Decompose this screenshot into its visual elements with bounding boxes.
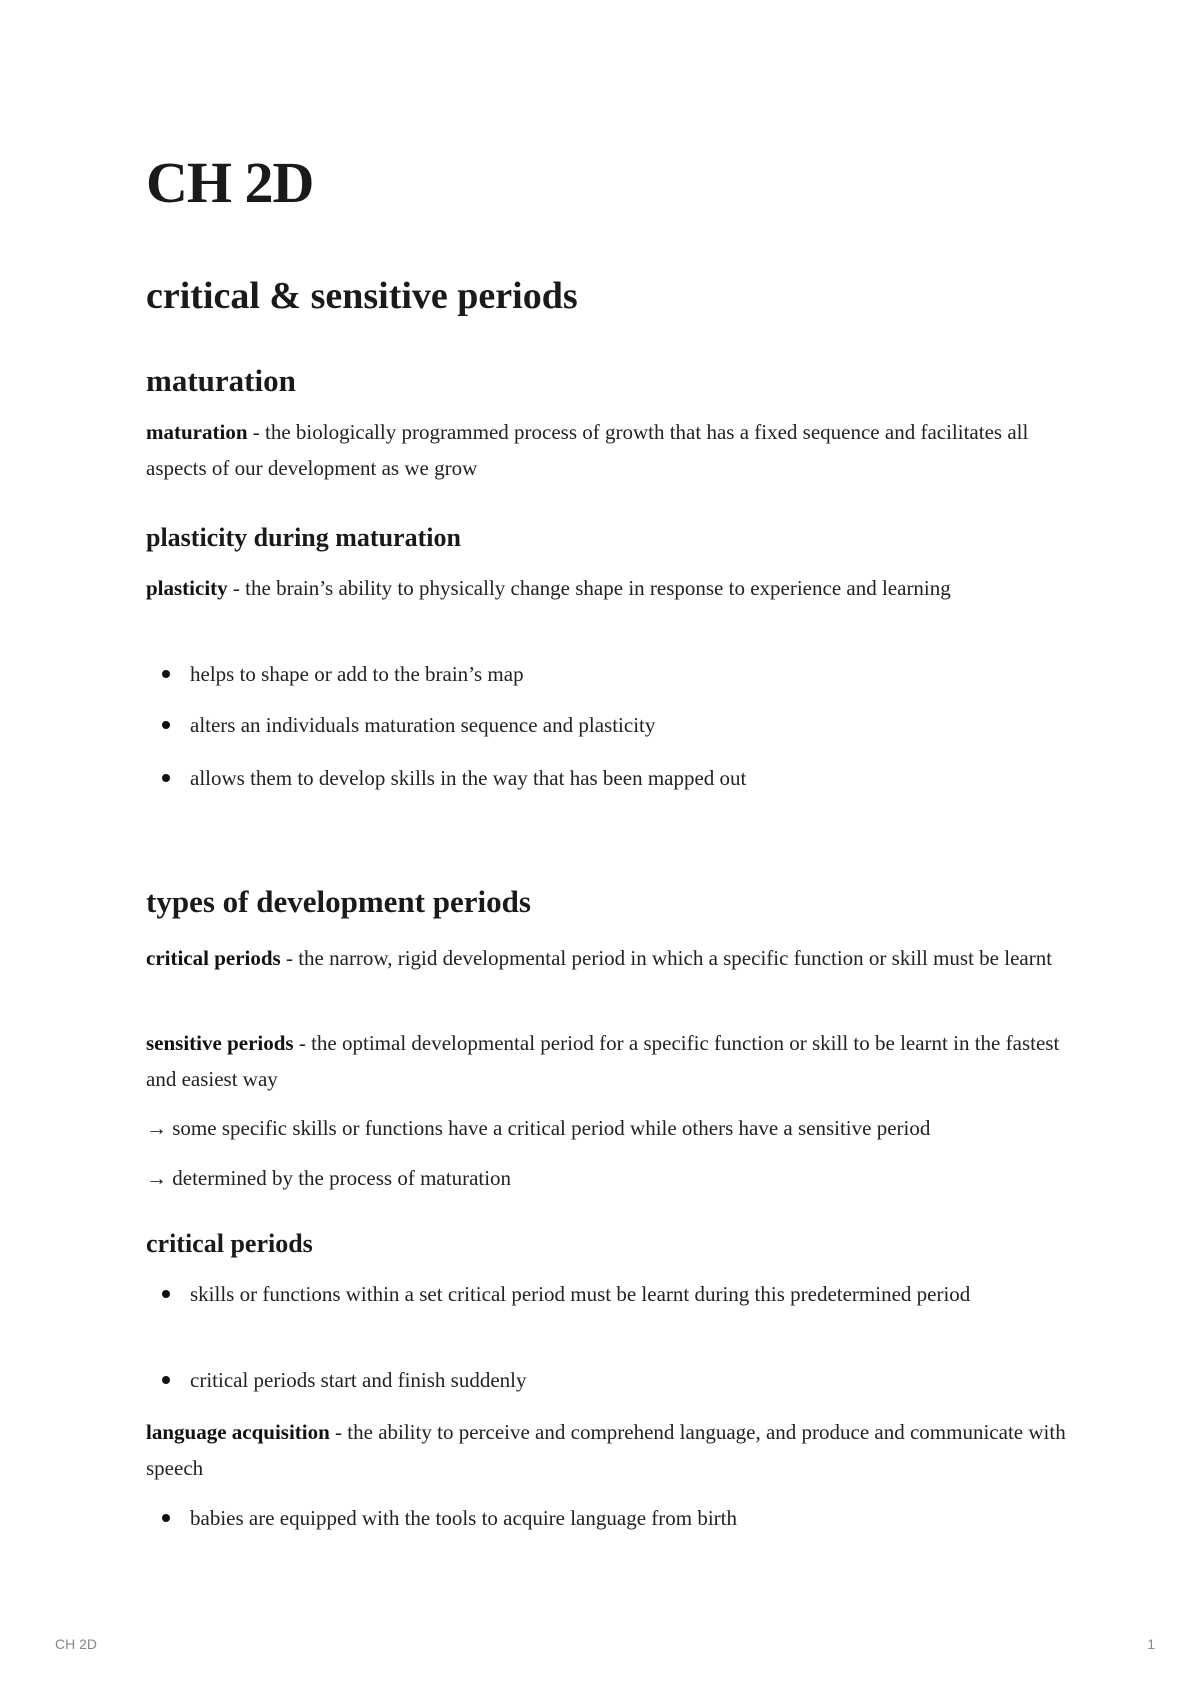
bullet-icon [162, 1514, 170, 1522]
bullet-icon [162, 670, 170, 678]
arrow-note: → determined by the process of maturation [146, 1166, 512, 1190]
list-item [146, 707, 1066, 743]
bullet-icon [162, 1376, 170, 1384]
arrow-note: → some specific skills or functions have a critical period while others have a sensitive period [146, 1116, 931, 1140]
critical-def-text: - the narrow, rigid developmental period in which a specific function or skill must be learnt [280, 946, 1053, 970]
critical-definition [146, 940, 1066, 976]
language-definition [146, 1414, 1066, 1486]
list-item [146, 760, 1066, 796]
plasticity-def-text: - the brain’s ability to physically change shape in response to experience and learning [227, 576, 951, 600]
list-item [146, 1500, 1066, 1536]
maturation-term: maturation [146, 420, 248, 444]
list-item-text: babies are equipped with the tools to acquire language from birth [190, 1506, 737, 1530]
page-title: CH 2D [146, 150, 314, 215]
section-heading: critical & sensitive periods [146, 275, 578, 317]
list-item [146, 656, 1066, 692]
list-item [146, 1276, 1066, 1312]
language-term: language acquisition [146, 1420, 330, 1444]
list-item-text: helps to shape or add to the brain’s map [190, 662, 524, 686]
list-item-text: critical periods start and finish suddenly [190, 1368, 527, 1392]
list-item-text: alters an individuals maturation sequence and plasticity [190, 713, 656, 737]
plasticity-definition [146, 570, 1066, 606]
sensitive-definition [146, 1025, 1066, 1097]
maturation-heading: maturation [146, 363, 296, 398]
bullet-icon [162, 774, 170, 782]
plasticity-term: plasticity [146, 576, 228, 600]
types-heading: types of development periods [146, 884, 531, 919]
maturation-definition [146, 414, 1066, 486]
footer-title: CH 2D [55, 1636, 98, 1652]
sensitive-term: sensitive periods [146, 1031, 294, 1055]
bullet-icon [162, 1290, 170, 1298]
critical-periods-heading: critical periods [146, 1229, 313, 1258]
list-item [146, 1362, 1066, 1398]
page-number: 1 [1147, 1636, 1155, 1652]
plasticity-heading: plasticity during maturation [146, 523, 461, 552]
maturation-def-text: - the biologically programmed process of growth that has a fixed sequence and facilitates all aspects of our development as we grow [146, 420, 1029, 480]
language-def-text: - the ability to perceive and comprehend language, and produce and communicate with speech [146, 1420, 1066, 1480]
list-item-text: skills or functions within a set critical period must be learnt during this predetermined period [190, 1282, 971, 1306]
bullet-icon [162, 721, 170, 729]
list-item-text: allows them to develop skills in the way that has been mapped out [190, 766, 747, 790]
critical-term: critical periods [146, 946, 281, 970]
sensitive-def-text: - the optimal developmental period for a specific function or skill to be learnt in the fastest and easiest way [146, 1031, 1060, 1091]
